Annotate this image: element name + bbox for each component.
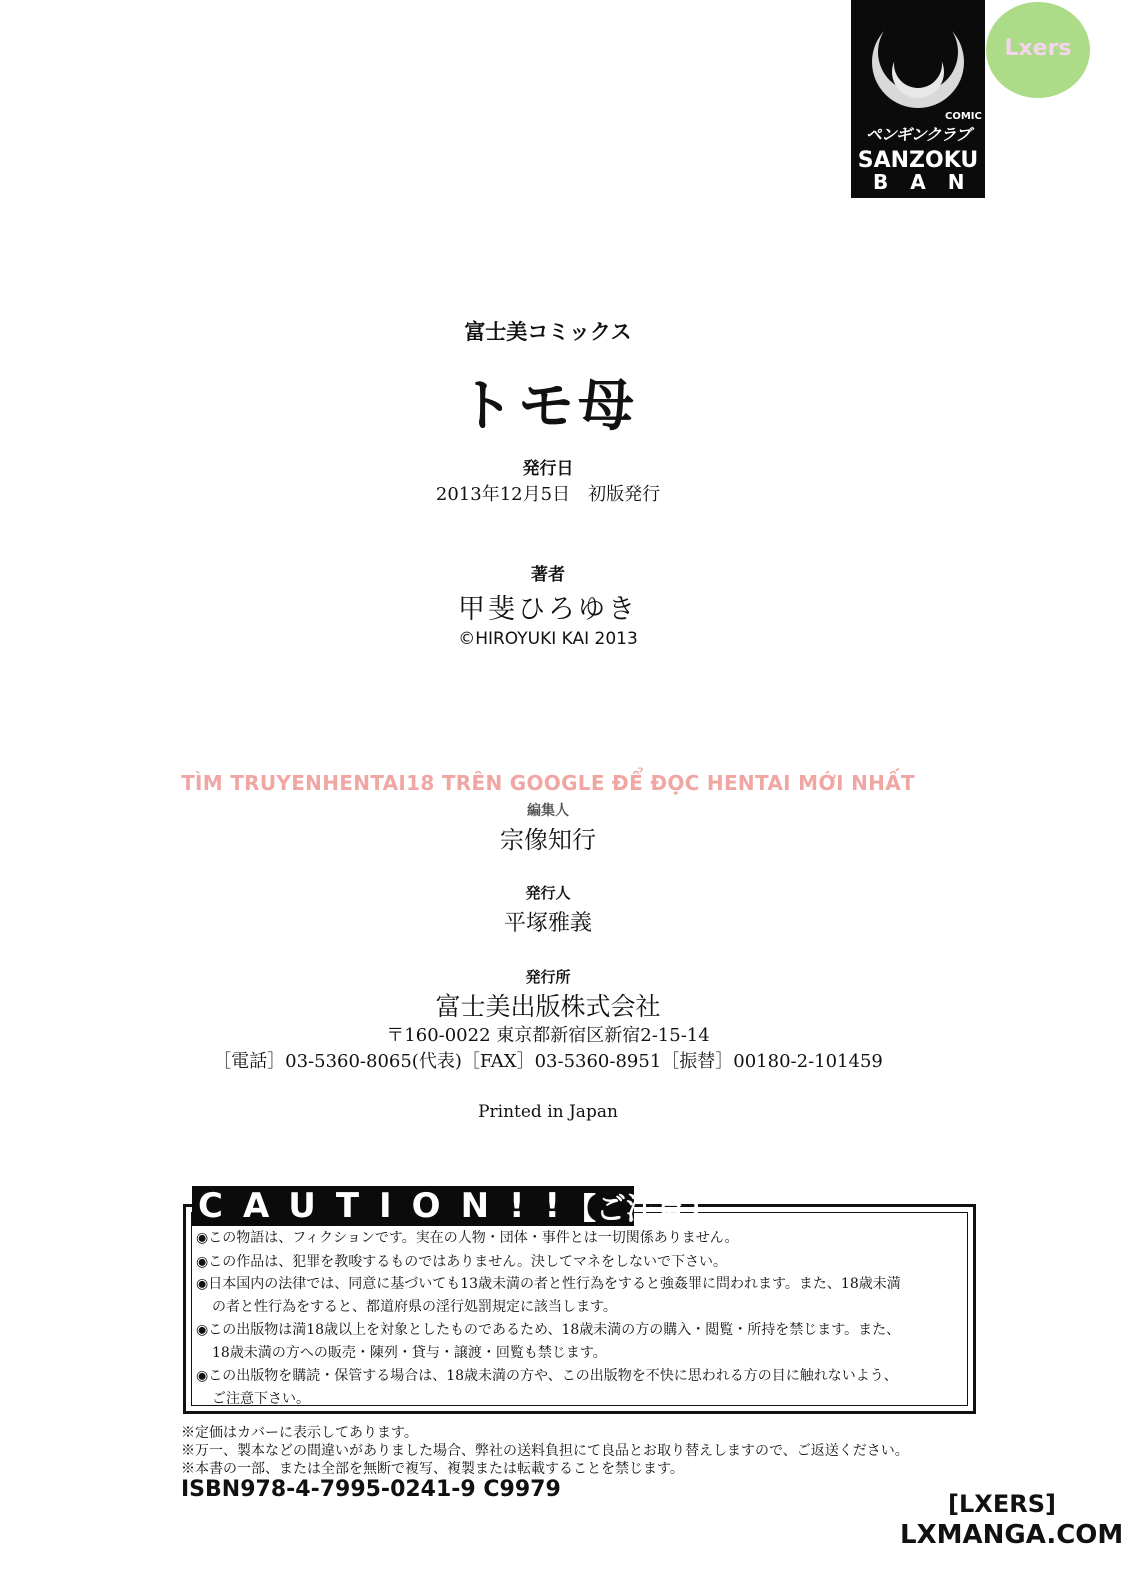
caution-heading-jp: 【ご注意】 <box>566 1192 717 1227</box>
publishing-office-label: 発行所 <box>525 968 571 986</box>
caution-line: ◉この作品は、犯罪を教唆するものではありません。決してマネをしないで下さい。 <box>196 1254 728 1270</box>
caution-line: 18歳未満の方への販売・陳列・貸与・譲渡・回覧も禁じます。 <box>212 1345 607 1361</box>
caution-line: ご注意下さい。 <box>212 1391 310 1407</box>
isbn-code: ISBN978-4-7995-0241-9 C9979 <box>181 1477 561 1502</box>
publisher-name: 平塚雅義 <box>503 911 592 936</box>
copyright-notice: ©HIROYUKI KAI 2013 <box>458 629 638 649</box>
caution-line: ◉この出版物を購読・保管する場合は、18歳未満の方や、この出版物を不快に思われる方の目に触れないよう、 <box>196 1368 898 1384</box>
issue-date-value: 2013年12月5日 初版発行 <box>435 484 661 505</box>
caution-line: ◉この出版物は満18歳以上を対象としたものであるため、18歳未満の方の購入・閲覧・所持を禁じます。また、 <box>196 1322 901 1338</box>
lxers-watermark-badge <box>986 2 1090 98</box>
footer-note: ※万一、製本などの間違いがありました場合、弊社の送料負担にて良品とお取り替えしますので、ご返送ください。 <box>181 1443 909 1459</box>
lxers-watermark-tag: [LXERS] <box>948 1490 1056 1518</box>
issue-date-label: 発行日 <box>522 459 574 479</box>
company-name: 富士美出版株式会社 <box>435 992 661 1021</box>
footer-note: ※定価はカバーに表示してあります。 <box>181 1425 418 1441</box>
book-title: トモ母 <box>458 374 638 439</box>
promo-watermark-text: TÌM TRUYENHENTAI18 TRÊN GOOGLE ĐỂ ĐỌC HENTAI MỚI NHẤT <box>181 771 915 795</box>
company-contact: ［電話］03-5360-8065(代表)［FAX］03-5360-8951［振替］00180-2-101459 <box>213 1051 883 1072</box>
logo-comic-text: COMIC <box>945 111 982 122</box>
lxers-badge-text: Lxers <box>1004 36 1072 61</box>
logo-ban-text: BAN <box>873 170 987 194</box>
series-name: 富士美コミックス <box>464 320 632 344</box>
printed-in-text: Printed in Japan <box>478 1102 618 1122</box>
caution-line: の者と性行為をすると、都道府県の淫行処罰規定に該当します。 <box>212 1299 617 1315</box>
author-name: 甲斐ひろゆき <box>458 594 638 625</box>
caution-line: ◉日本国内の法律では、同意に基づいても13歳未満の者と性行為をすると強姦罪に問われます。また、18歳未満 <box>196 1276 901 1292</box>
site-watermark: LXMANGA.COM <box>900 1520 1123 1550</box>
author-label: 著者 <box>531 565 565 585</box>
caution-heading-en: CAUTION!! <box>198 1186 581 1226</box>
editor-name: 宗像知行 <box>500 826 596 854</box>
company-address: 〒160-0022 東京都新宿区新宿2-15-14 <box>386 1025 710 1046</box>
logo-brand-text: ペンギンクラブ <box>865 125 971 144</box>
caution-line: ◉この物語は、フィクションです。実在の人物・団体・事件とは一切関係ありません。 <box>196 1230 739 1246</box>
logo-sanzoku-text: SANZOKU <box>857 148 979 173</box>
editor-label: 編集人 <box>527 803 569 819</box>
publisher-label: 発行人 <box>525 884 571 902</box>
footer-note: ※本書の一部、または全部を無断で複写、複製または転載することを禁じます。 <box>181 1461 684 1477</box>
caution-heading <box>192 1186 717 1227</box>
publisher-logo <box>851 0 985 198</box>
crescent-moon-icon <box>851 0 985 120</box>
